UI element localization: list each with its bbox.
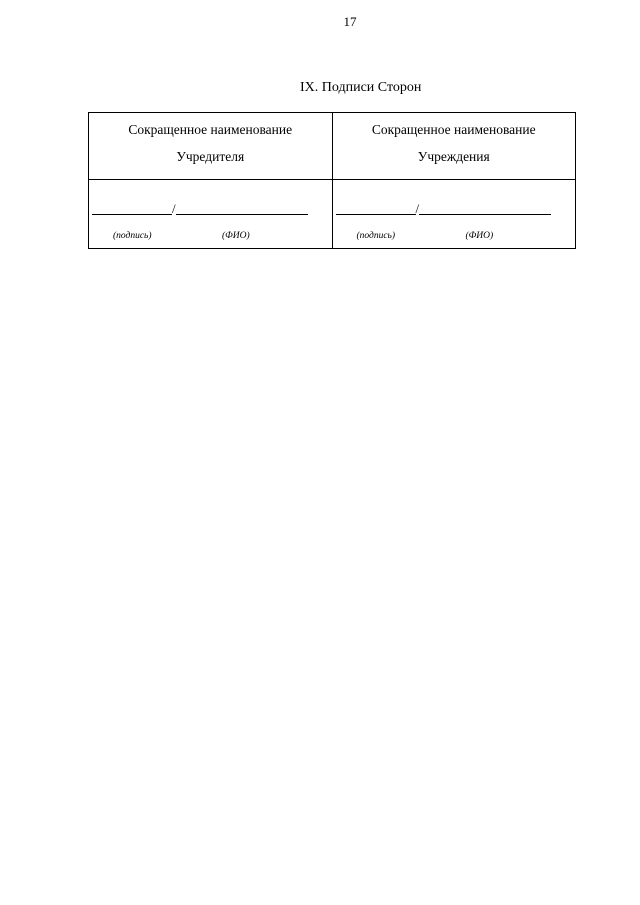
institution-name-cell xyxy=(332,113,576,180)
institution-signature-line xyxy=(336,202,552,215)
signatures-table xyxy=(88,112,576,249)
founder-slash: / xyxy=(172,201,176,216)
founder-name-line2: Учредителя xyxy=(176,149,245,164)
section-title: IX. Подписи Сторон xyxy=(300,80,422,95)
institution-name-line1: Сокращенное наименование xyxy=(371,122,536,137)
founder-caption-signature: (подпись) xyxy=(113,231,152,241)
founder-name-line1: Сокращенное наименование xyxy=(128,122,293,137)
table-row xyxy=(89,180,576,249)
institution-signature-blank xyxy=(336,202,416,215)
founder-signature-cell xyxy=(89,180,333,249)
founder-signature-blank xyxy=(92,202,172,215)
institution-slash: / xyxy=(415,201,420,216)
founder-fio-blank xyxy=(176,202,308,215)
founder-caption-fio: (ФИО) xyxy=(222,231,250,241)
founder-name-cell xyxy=(89,113,333,180)
institution-fio-blank xyxy=(419,202,551,215)
page-number: 17 xyxy=(343,14,357,29)
table-row xyxy=(89,113,576,180)
institution-signature-cell xyxy=(332,180,576,249)
institution-caption-signature: (подпись) xyxy=(356,231,396,241)
institution-caption-fio: (ФИО) xyxy=(465,231,494,241)
institution-name-line2: Учреждения xyxy=(417,149,490,164)
founder-signature-line xyxy=(92,202,308,215)
